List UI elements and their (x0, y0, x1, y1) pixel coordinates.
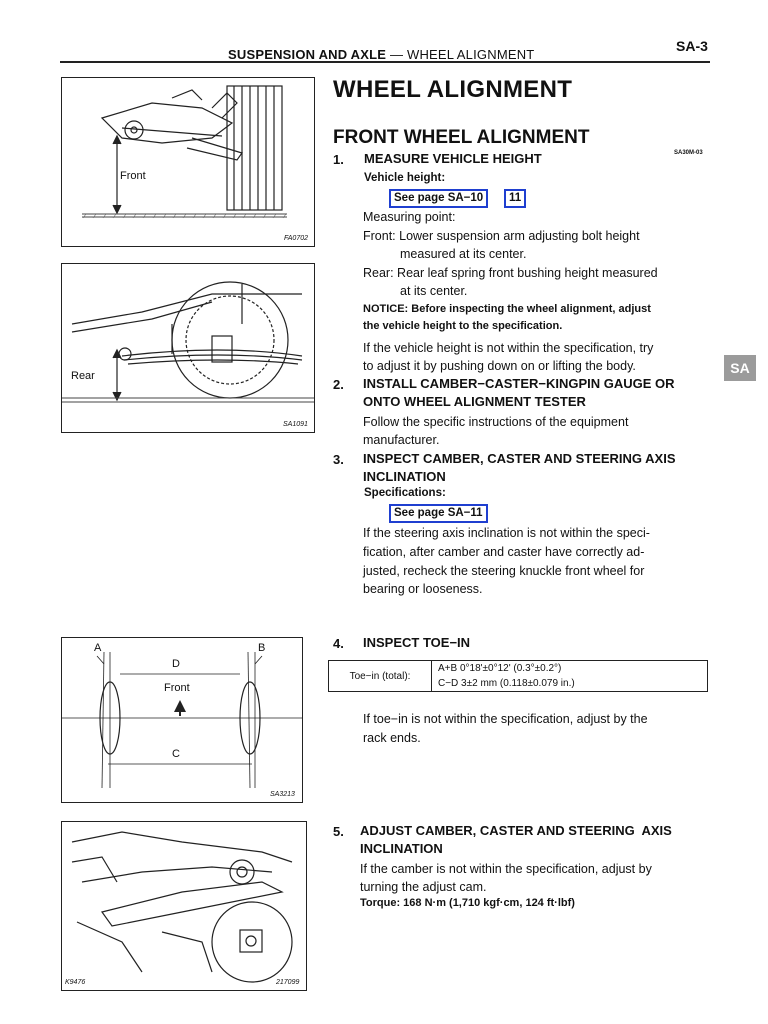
step-1-number: 1. (333, 152, 344, 167)
step-1-body-line1: If the vehicle height is not within the specification, try (363, 341, 654, 355)
step-2-number: 2. (333, 377, 344, 392)
running-header (228, 47, 534, 62)
header-divider (60, 61, 710, 63)
step-4-title: INSPECT TOE−IN (363, 635, 471, 650)
step-1-subheading: Vehicle height: (364, 172, 446, 184)
step-3-number: 3. (333, 452, 344, 467)
step-5-title-line1: ADJUST CAMBER, CASTER AND STEERING AXIS (360, 823, 672, 838)
rear-suspension-illustration (62, 264, 314, 432)
step-5-title-line2: INCLINATION (360, 841, 443, 856)
step-4-body-line1: If toe−in is not within the specification, adjust by the (363, 712, 648, 726)
step-3-body-line4: bearing or looseness. (363, 582, 483, 596)
figure-adjust-cam (61, 821, 307, 991)
notice-line1: NOTICE: Before inspecting the wheel alignment, adjust (363, 303, 651, 315)
toe-in-spec-table (328, 660, 708, 692)
page-code: SA-3 (676, 38, 708, 54)
figure-code: SA1091 (283, 421, 308, 428)
front-measure-line1: Front: Lower suspension arm adjusting bolt height (363, 229, 640, 243)
toe-label-d: D (172, 658, 180, 670)
step-2-body-line2: manufacturer. (363, 433, 440, 447)
step-3-body-line3: justed, recheck the steering knuckle front wheel for (363, 564, 645, 578)
header-title-part2: WHEEL ALIGNMENT (406, 47, 535, 62)
toe-label-b: B (258, 642, 266, 654)
step-4-body-line2: rack ends. (363, 731, 421, 745)
table-row (329, 661, 708, 677)
adjust-cam-illustration (62, 822, 306, 990)
step-5-body-line2: turning the adjust cam. (360, 880, 487, 894)
step-4-number: 4. (333, 636, 344, 651)
toe-in-label-cell: Toe−in (total): (329, 661, 432, 692)
step-1-title: MEASURE VEHICLE HEIGHT (364, 151, 542, 166)
step-2-title-line2: ONTO WHEEL ALIGNMENT TESTER (363, 394, 586, 409)
header-title-separator: — (386, 47, 407, 62)
toe-in-angle-value: A+B 0°18'±0°12' (0.3°±0.2°) (432, 661, 708, 677)
step-3-body-line2: fication, after camber and caster have correctly ad- (363, 545, 645, 559)
section-code: SA30M-03 (674, 150, 703, 156)
toe-in-distance-value: C−D 3±2 mm (0.118±0.079 in.) (432, 676, 708, 692)
section-title: FRONT WHEEL ALIGNMENT (333, 127, 590, 148)
toe-label-front: Front (164, 682, 190, 694)
page-title: WHEEL ALIGNMENT (333, 76, 573, 103)
step-2-body-line1: Follow the specific instructions of the equipment (363, 415, 629, 429)
figure-code-right: 217099 (276, 979, 300, 986)
step-2-title-line1: INSTALL CAMBER−CASTER−KINGPIN GAUGE OR (363, 376, 675, 391)
figure-code: SA3213 (270, 791, 295, 798)
step-3-subheading: Specifications: (364, 487, 446, 499)
header-title-part1: SUSPENSION AND AXLE (228, 47, 387, 62)
figure-toe-in (61, 637, 303, 803)
figure-label-front: Front (120, 170, 146, 182)
notice-line2: the vehicle height to the specification. (363, 320, 563, 332)
page-reference-link[interactable]: See page SA−10 (389, 189, 488, 208)
page-reference-link[interactable]: 11 (504, 189, 526, 208)
toe-in-diagram (62, 638, 302, 802)
step-1-body-line2: to adjust it by pushing down on or lifting the body. (363, 359, 636, 373)
step-3-body-line1: If the steering axis inclination is not within the speci- (363, 526, 650, 540)
rear-measure-line1: Rear: Rear leaf spring front bushing height measured (363, 266, 658, 280)
step-5-number: 5. (333, 824, 344, 839)
step-3-title-line1: INSPECT CAMBER, CASTER AND STEERING AXIS (363, 451, 676, 466)
section-tab[interactable]: SA (724, 355, 756, 381)
torque-spec: Torque: 168 N·m (1,710 kgf·cm, 124 ft·lbf) (360, 897, 575, 909)
rear-measure-line2: at its center. (400, 284, 468, 298)
front-suspension-illustration (62, 78, 314, 246)
step-3-title-line2: INCLINATION (363, 469, 446, 484)
toe-label-c: C (172, 748, 180, 760)
step-5-body-line1: If the camber is not within the specification, adjust by (360, 862, 652, 876)
figure-code-left: K9476 (65, 979, 86, 986)
toe-label-a: A (94, 642, 102, 654)
figure-label-rear: Rear (71, 370, 95, 382)
front-measure-line2: measured at its center. (400, 247, 527, 261)
page-reference-link[interactable]: See page SA−11 (389, 504, 488, 523)
figure-code: FA0702 (284, 235, 308, 242)
figure-rear-height (61, 263, 315, 433)
figure-front-height (61, 77, 315, 247)
measuring-point-label: Measuring point: (363, 210, 456, 224)
